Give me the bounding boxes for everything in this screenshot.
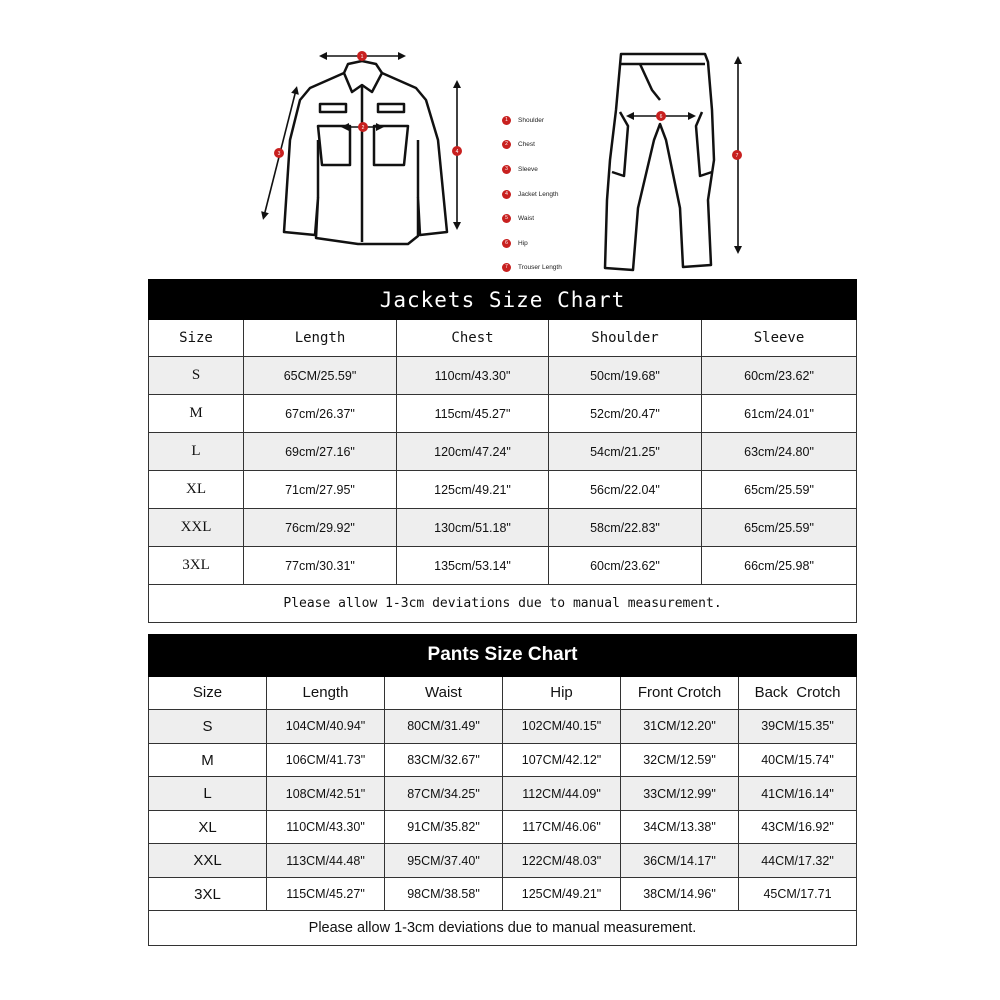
jacket-drawing [284,61,447,244]
legend-number: 6 [502,239,511,248]
table-cell: 50cm/19.68" [549,357,702,395]
size-cell: XXL [149,509,244,547]
legend-label: Hip [518,239,528,247]
table-cell: 69cm/27.16" [244,433,397,471]
measurement-note: Please allow 1-3cm deviations due to manual measurement. [149,585,857,623]
column-header: Size [149,320,244,357]
table-row [149,810,857,844]
table-cell: 104CM/40.94" [267,710,385,744]
measurement-diagram [0,0,1000,280]
table-cell: 113CM/44.48" [267,844,385,878]
table-cell: 31CM/12.20" [621,710,739,744]
legend-item-sleeve [502,157,602,182]
table-row [149,710,857,744]
table-cell: 71cm/27.95" [244,471,397,509]
legend-item-chest [502,133,602,158]
table-row [149,877,857,911]
marker-label: 1 [360,54,364,60]
jacket-arrows [264,56,457,226]
pants-size-chart [148,634,857,946]
table-row [149,844,857,878]
table-row [149,743,857,777]
pants-arrows [630,60,738,250]
pants-header-row [149,676,857,710]
table-cell: 60cm/23.62" [702,357,857,395]
table-cell: 41CM/16.14" [739,777,857,811]
jackets-size-chart [148,279,857,623]
legend-number: 5 [502,214,511,223]
size-cell: XXL [149,844,267,878]
table-cell: 77cm/30.31" [244,547,397,585]
column-header: Waist [385,676,503,710]
pants-chart-title: Pants Size Chart [149,635,857,677]
legend-number: 1 [502,116,511,125]
table-cell: 61cm/24.01" [702,395,857,433]
size-cell: XL [149,471,244,509]
legend-label: Waist [518,215,535,223]
table-cell: 83CM/32.67" [385,743,503,777]
garment-illustration [0,0,1000,280]
size-cell: L [149,777,267,811]
table-cell: 95CM/37.40" [385,844,503,878]
table-cell: 34CM/13.38" [621,810,739,844]
table-cell: 102CM/40.15" [503,710,621,744]
size-cell: M [149,743,267,777]
table-cell: 91CM/35.82" [385,810,503,844]
table-cell: 115cm/45.27" [397,395,549,433]
size-cell: L [149,433,244,471]
table-cell: 65cm/25.59" [702,471,857,509]
legend-item-shoulder [502,108,602,133]
table-row [149,433,857,471]
size-cell: 3XL [149,877,267,911]
column-header: Front Crotch [621,676,739,710]
marker-label: 3 [277,151,281,157]
table-cell: 98CM/38.58" [385,877,503,911]
size-cell: 3XL [149,547,244,585]
legend-number: 2 [502,140,511,149]
table-cell: 40CM/15.74" [739,743,857,777]
pants-drawing [605,54,714,270]
table-cell: 110cm/43.30" [397,357,549,395]
column-header: Shoulder [549,320,702,357]
marker-shoulder [357,51,367,61]
table-cell: 65CM/25.59" [244,357,397,395]
table-cell: 67cm/26.37" [244,395,397,433]
table-cell: 117CM/46.06" [503,810,621,844]
table-cell: 66cm/25.98" [702,547,857,585]
legend-label: Chest [518,141,535,149]
table-cell: 108CM/42.51" [267,777,385,811]
table-cell: 76cm/29.92" [244,509,397,547]
size-cell: XL [149,810,267,844]
table-cell: 87CM/34.25" [385,777,503,811]
table-cell: 33CM/12.99" [621,777,739,811]
legend-label: Shoulder [518,116,545,124]
table-cell: 65cm/25.59" [702,509,857,547]
marker-hip [656,111,666,121]
column-header: Length [267,676,385,710]
legend-number: 4 [502,190,511,199]
legend-item-trouser-length [502,256,602,281]
table-row [149,471,857,509]
table-cell: 56cm/22.04" [549,471,702,509]
table-cell: 54cm/21.25" [549,433,702,471]
table-cell: 38CM/14.96" [621,877,739,911]
table-cell: 122CM/48.03" [503,844,621,878]
legend-label: Trouser Length [518,264,562,272]
table-cell: 63cm/24.80" [702,433,857,471]
table-cell: 39CM/15.35" [739,710,857,744]
marker-label: 4 [455,149,459,155]
table-cell: 125cm/49.21" [397,471,549,509]
table-cell: 58cm/22.83" [549,509,702,547]
measurement-legend [502,108,602,280]
table-cell: 44CM/17.32" [739,844,857,878]
table-row [149,547,857,585]
jackets-chart-title: Jackets Size Chart [149,280,857,320]
table-cell: 45CM/17.71 [739,877,857,911]
legend-number: 7 [502,263,511,272]
size-cell: M [149,395,244,433]
table-cell: 60cm/23.62" [549,547,702,585]
table-row [149,777,857,811]
table-cell: 107CM/42.12" [503,743,621,777]
table-cell: 135cm/53.14" [397,547,549,585]
table-row [149,395,857,433]
marker-trouser-length [732,150,742,160]
table-cell: 120cm/47.24" [397,433,549,471]
table-cell: 43CM/16.92" [739,810,857,844]
column-header: Hip [503,676,621,710]
legend-label: Jacket Length [518,190,559,198]
legend-item-waist [502,206,602,231]
column-header: Chest [397,320,549,357]
column-header: Back Crotch [739,676,857,710]
table-cell: 125CM/49.21" [503,877,621,911]
size-cell: S [149,357,244,395]
column-header: Length [244,320,397,357]
table-cell: 106CM/41.73" [267,743,385,777]
marker-chest [358,122,368,132]
measurement-note: Please allow 1-3cm deviations due to manual measurement. [149,911,857,946]
table-cell: 36CM/14.17" [621,844,739,878]
table-cell: 112CM/44.09" [503,777,621,811]
legend-number: 3 [502,165,511,174]
table-cell: 130cm/51.18" [397,509,549,547]
table-cell: 115CM/45.27" [267,877,385,911]
table-row [149,509,857,547]
marker-label: 2 [361,125,365,131]
column-header: Size [149,676,267,710]
table-row [149,357,857,395]
legend-item-jacket-length [502,182,602,207]
column-header: Sleeve [702,320,857,357]
marker-jacket-length [452,146,462,156]
legend-label: Sleeve [518,165,538,173]
legend-item-hip [502,231,602,256]
table-cell: 80CM/31.49" [385,710,503,744]
table-cell: 110CM/43.30" [267,810,385,844]
marker-sleeve [274,148,284,158]
table-cell: 52cm/20.47" [549,395,702,433]
marker-label: 6 [659,114,663,120]
size-cell: S [149,710,267,744]
jackets-header-row [149,320,857,357]
table-cell: 32CM/12.59" [621,743,739,777]
marker-label: 7 [735,153,739,159]
